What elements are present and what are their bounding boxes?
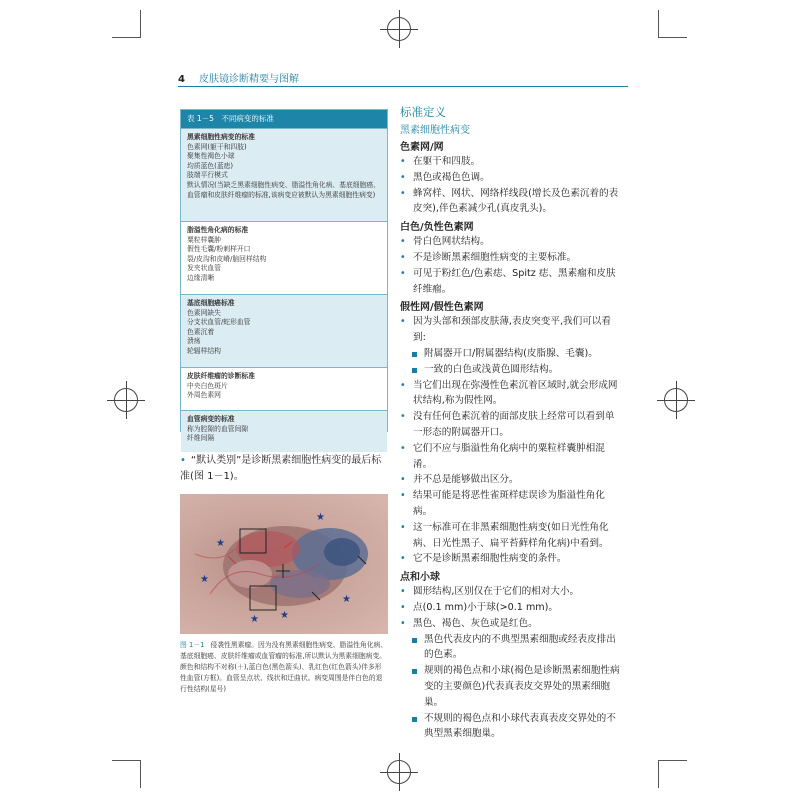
registration-mark	[387, 760, 411, 784]
criterion-heading: 色素网/网	[400, 142, 444, 153]
bullet-item	[400, 378, 622, 410]
bullet-icon: •	[400, 474, 406, 486]
bullet-text: 黑色或褐色色调。	[413, 171, 490, 183]
table-line: 假性毛囊/粉刺样开口	[187, 245, 251, 254]
bullet-item	[400, 250, 622, 266]
bullet-text: 黑色、褐色、灰色或是红色。	[413, 617, 538, 629]
table-line: 外周色素网	[187, 391, 221, 400]
bullet-icon: •	[400, 187, 406, 199]
bullet-item	[400, 170, 622, 186]
table-line: 溃疡	[187, 337, 201, 346]
section-title: 皮肤纤维瘤的诊断标准	[187, 372, 255, 380]
table-section-dermatofibroma	[181, 367, 387, 410]
bullet-text: 在躯干和四肢。	[413, 156, 481, 167]
bullet-item	[400, 551, 622, 567]
bullet-icon: •	[400, 316, 406, 328]
section-title: 血管病变的标准	[187, 415, 235, 423]
bullet-text: 圆形结构,区别仅在于它们的相对大小。	[413, 586, 580, 598]
bullet-icon: •	[400, 251, 406, 263]
criterion-heading: 假性网/假性色素网	[400, 302, 484, 314]
bullet-text: 它们不应与脂溢性角化病中的粟粒样囊肿相混淆。	[413, 442, 605, 470]
table-section-seborrheic-keratosis	[181, 221, 387, 294]
bullet-text: 规则的褐色点和小球(褐色是诊断黑素细胞性病变的主要颜色)代表真表皮交界处的黑素细胞巢。	[424, 665, 620, 708]
bullet-item	[400, 186, 622, 218]
table-line: 中央白色斑片	[187, 381, 228, 390]
bullet-text: 一致的白色或浅黄色圆形结构。	[424, 363, 559, 375]
square-bullet-icon	[412, 638, 417, 643]
sub-bullet-item	[400, 632, 622, 664]
table-line: 纤维间隔	[187, 434, 215, 443]
table-line: 粟粒样囊肿	[187, 235, 221, 244]
bullet-icon: •	[180, 455, 186, 466]
bullet-text: “默认类别”是诊断黑素细胞性病变的最后标准(图 1－1)。	[180, 455, 382, 482]
bullet-icon: •	[400, 586, 406, 598]
bullet-icon: •	[400, 411, 406, 423]
square-bullet-icon	[412, 368, 417, 373]
criterion-heading: 白色/负性色素网	[400, 222, 474, 234]
bullet-icon: •	[400, 267, 406, 279]
table-section-melanocytic	[181, 128, 387, 221]
bullet-icon: •	[400, 553, 406, 565]
bullet-icon: •	[400, 442, 406, 454]
bullet-text: 它不是诊断黑素细胞性病变的条件。	[413, 553, 567, 565]
crop-mark	[658, 10, 659, 38]
bullet-item	[400, 234, 622, 250]
bullet-item	[400, 266, 622, 298]
bullet-item	[400, 472, 622, 488]
sub-bullet-item	[400, 362, 622, 378]
bullet-item	[400, 314, 622, 346]
crop-mark	[112, 760, 140, 761]
table-line: 均质蓝色(蓝痣)	[187, 161, 234, 170]
bullet-text: 黑色代表皮内的不典型黑素细胞或经表皮排出的色素。	[424, 633, 616, 661]
section-title: 基底细胞癌标准	[187, 299, 235, 307]
bullet-item	[400, 600, 622, 616]
bullet-item	[400, 409, 622, 441]
svg-text:★: ★	[200, 574, 209, 585]
bullet-icon: •	[400, 379, 406, 391]
table-line: 边缘清晰	[187, 273, 215, 282]
bullet-text: 点(0.1 mm)小于球(>0.1 mm)。	[413, 601, 558, 613]
bullet-text: 附属器开口/附属器结构(皮脂腺、毛囊)。	[424, 347, 598, 359]
header-rule	[178, 86, 628, 87]
table-line: 发夹状血管	[187, 264, 221, 273]
bullet-text: 这一标准可在非黑素细胞性病变(如日光性角化病、日光性黑子、扁平苔藓样角化病)中看到。	[413, 521, 609, 549]
bullet-item	[400, 584, 622, 600]
table-line: 色素沉着	[187, 327, 215, 336]
crop-mark	[659, 37, 687, 38]
table-line: 色素网(躯干和四肢)	[187, 142, 247, 151]
bullet-item	[400, 520, 622, 552]
table-line: 肢端平行模式	[187, 171, 228, 180]
table-title: 表 1－5 不同病变的标准	[181, 110, 387, 128]
table-section-vascular	[181, 410, 387, 452]
table-line: 默认情况(当缺乏黑素细胞性病变、脂溢性角化病、基底细胞癌、血管瘤和皮肤纤维瘤的标准,该病变应被默认为黑素细胞性病变)	[187, 180, 380, 199]
bullet-item	[400, 441, 622, 473]
bullet-icon: •	[400, 156, 406, 167]
criteria-table	[180, 109, 388, 443]
default-category-bullet	[180, 453, 388, 485]
dermoscopy-image	[180, 494, 388, 634]
bullet-item	[400, 154, 622, 170]
bullet-text: 可见于粉红色/色素痣、Spitz 痣、黑素瘤和皮肤纤维瘤。	[413, 267, 616, 295]
table-section-basal-cell-carcinoma	[181, 294, 387, 367]
bullet-text: 骨白色网状结构。	[413, 236, 490, 248]
crop-mark	[140, 760, 141, 788]
definitions-column	[400, 104, 622, 742]
running-header	[178, 70, 299, 85]
crop-mark	[659, 760, 687, 761]
bullet-icon: •	[400, 521, 406, 533]
crop-mark	[140, 10, 141, 38]
bullet-item	[400, 616, 622, 632]
bullet-icon: •	[400, 236, 406, 248]
criterion-heading: 点和小球	[400, 572, 440, 584]
caption-label: 图 1－1	[180, 641, 205, 649]
table-line: 分支状血管/蛇形血管	[187, 318, 251, 327]
bullet-icon: •	[400, 601, 406, 613]
crop-mark	[112, 37, 140, 38]
svg-text:★: ★	[316, 512, 325, 523]
section-title: 脂溢性角化病的标准	[187, 226, 249, 234]
subsection-heading: 黑素细胞性病变	[400, 125, 470, 136]
table-line: 色素网缺失	[187, 308, 221, 317]
sub-bullet-item	[400, 663, 622, 710]
bullet-text: 不规则的褐色点和小球代表真表皮交界处的不典型黑素细胞巢。	[424, 712, 616, 740]
bullet-text: 结果可能是将恶性雀斑样痣误诊为脂溢性角化病。	[413, 490, 605, 517]
svg-text:★: ★	[250, 614, 259, 625]
svg-text:★: ★	[342, 594, 351, 605]
bullet-icon: •	[400, 617, 406, 629]
crop-mark	[658, 760, 659, 788]
table-line: 称为腔隙的血管间隙	[187, 424, 249, 433]
section-title: 黑素细胞性病变的标准	[187, 133, 255, 141]
bullet-text: 当它们出现在弥漫性色素沉着区域时,就会形成网状结构,称为假性网。	[413, 379, 618, 407]
section-heading: 标准定义	[400, 105, 446, 119]
table-line: 聚集性褐色小球	[187, 152, 235, 161]
sub-bullet-item	[400, 711, 622, 743]
page-number: 4	[178, 74, 185, 85]
dermoscopy-lesion-illustration	[180, 494, 388, 634]
registration-mark	[664, 388, 688, 412]
bullet-icon: •	[400, 490, 406, 502]
table-line: 裂/皮沟和皮嵴/脑回样结构	[187, 254, 267, 263]
bullet-icon: •	[400, 171, 406, 183]
svg-text:★: ★	[280, 610, 289, 621]
caption-text: 侵袭性黑素瘤。因为没有黑素细胞性病变、脂溢性角化病、基底细胞癌、皮肤纤维瘤或血管瘤的标准,所以默认为黑素细胞病变。颜色和结构不对称(＋),蓝白色(黑色箭头)、乳红色(红色箭头)伴多形性血管(方框)。血管呈点状、线状和迂曲状。病变周围是伴白色的退行性结构(星号)	[180, 641, 388, 693]
registration-mark	[114, 388, 138, 412]
square-bullet-icon	[412, 352, 417, 357]
bullet-text: 不是诊断黑素细胞性病变的主要标准。	[413, 251, 577, 263]
bullet-text: 蜂窝样、网状、网络样线段(增长及色素沉着的表皮突),伴色素减少孔(真皮乳头)。	[413, 187, 619, 215]
svg-text:★: ★	[216, 538, 225, 549]
table-line: 轮辐样结构	[187, 346, 221, 355]
square-bullet-icon	[412, 717, 417, 722]
bullet-text: 因为头部和颈部皮肤薄,表皮突变平,我们可以看到:	[413, 316, 611, 344]
figure-caption	[180, 640, 388, 695]
definition-list	[400, 138, 622, 742]
square-bullet-icon	[412, 669, 417, 674]
sub-bullet-item	[400, 346, 622, 362]
bullet-text: 并不总是能够做出区分。	[413, 474, 519, 486]
book-title: 皮肤镜诊断精要与图解	[198, 74, 299, 85]
bullet-item	[400, 488, 622, 520]
bullet-text: 没有任何色素沉着的面部皮肤上经常可以看到单一形态的附属器开口。	[413, 411, 615, 438]
registration-mark	[387, 17, 411, 41]
